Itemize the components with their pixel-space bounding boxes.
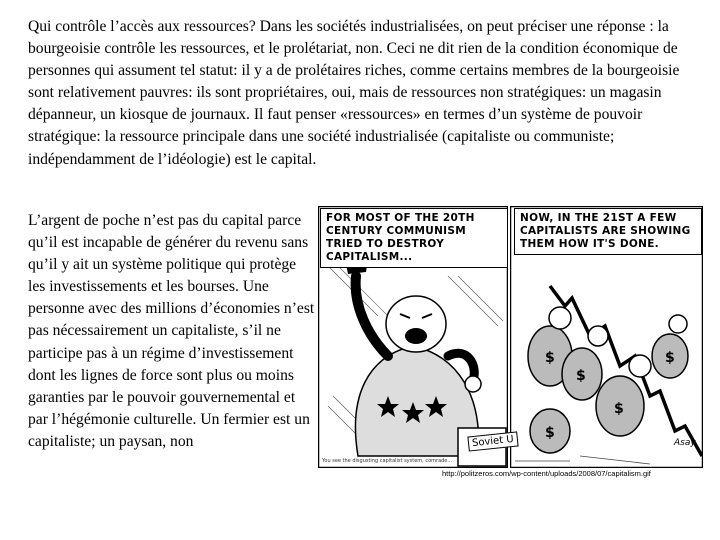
image-source-link[interactable]: http://politzeros.com/wp-content/uploads/2008/07/capitalism.gif [442, 469, 651, 478]
cartoon-artist-signature: Asay [674, 438, 696, 448]
political-cartoon [318, 206, 703, 468]
body-paragraph-2: L’argent de poche n’est pas du capital parce qu’il est incapable de générer du revenu sans qu’il y ait un système politique qui protège les investissements et les bourses. Une personne avec des millions d’économies n’est pas nécessairement un capitaliste, s’il ne participe pas à un régime d’investissement dont les lignes de force sont plus ou moins garanties par le pouvoir gouvernemental et par l’hégémonie culturelle. Un fermier est un capitaliste; un paysan, non [28, 212, 315, 450]
cartoon-caption-left: FOR MOST OF THE 20TH CENTURY COMMUNISM TRIED TO DESTROY CAPITALISM... [320, 208, 508, 268]
cartoon-caption-right: NOW, IN THE 21ST A FEW CAPITALISTS ARE SHOWING THEM HOW IT'S DONE. [514, 208, 702, 255]
svg-text:$: $ [576, 368, 586, 384]
svg-text:$: $ [665, 350, 675, 366]
svg-text:$: $ [545, 350, 555, 366]
svg-text:$: $ [545, 425, 555, 441]
cartoon-sign-label: Soviet U [467, 431, 518, 451]
cartoon-fine-print: You see the disgusting capitalist system, comrade... [322, 458, 453, 464]
body-paragraph-1: Qui contrôle l’accès aux ressources? Dans les sociétés industrialisées, on peut préciser une réponse : la bourgeoisie contrôle les ressources, et le prolétariat, non. Ceci ne dit rien de la condition économique de personnes qui assument tel statut: il y a de prolétaires riches, comme certains membres de la bourgeoisie sont relativement pauvres: ils sont propriétaires, oui, mais de ressources non stratégiques: un magasin dépanneur, un kiosque de journaux. Il faut penser «ressources» en termes d’un système de pouvoir stratégique: la ressource principale dans une société industrialisée (capitaliste ou communiste; indépendamment de l’idéologie) est le capital. [28, 18, 680, 168]
svg-text:$: $ [614, 401, 624, 417]
